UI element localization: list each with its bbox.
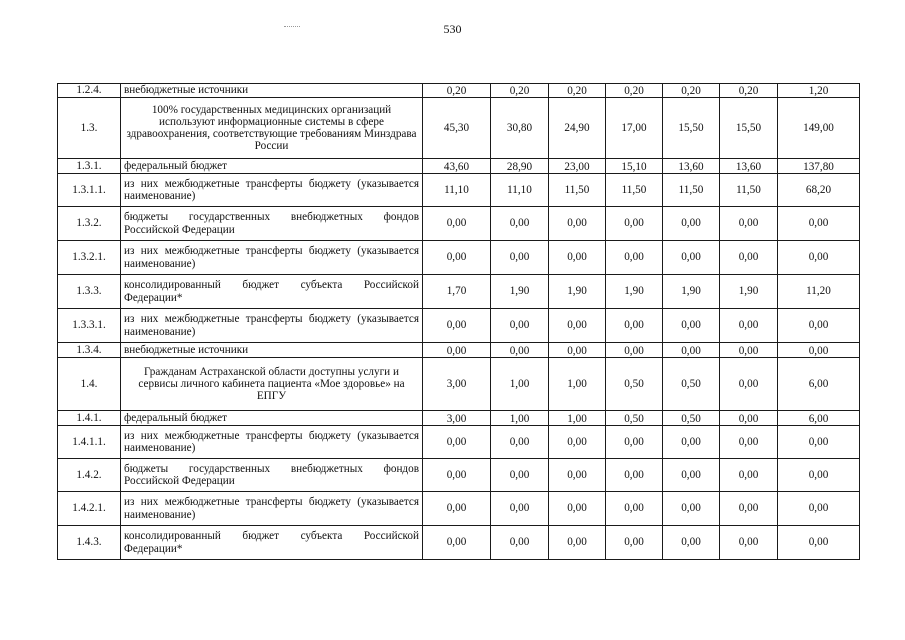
row-value: 0,50 <box>606 358 663 411</box>
row-name: из них межбюджетные трансферты бюджету (указывается наименование) <box>121 241 423 275</box>
row-value: 0,00 <box>606 492 663 526</box>
table-row <box>58 174 860 207</box>
row-value: 11,50 <box>720 174 778 207</box>
row-value: 0,00 <box>549 207 606 241</box>
table-row <box>58 98 860 159</box>
row-value: 0,00 <box>423 426 491 459</box>
table-row <box>58 426 860 459</box>
row-value: 0,00 <box>491 459 549 492</box>
row-name: федеральный бюджет <box>121 159 423 174</box>
row-value: 1,90 <box>606 275 663 309</box>
row-value: 0,00 <box>663 426 720 459</box>
row-value: 0,20 <box>423 84 491 98</box>
row-value: 13,60 <box>720 159 778 174</box>
row-value: 0,00 <box>720 411 778 426</box>
row-value: 0,00 <box>663 526 720 560</box>
row-value: 0,00 <box>423 241 491 275</box>
row-value: 15,50 <box>663 98 720 159</box>
row-value: 0,00 <box>491 343 549 358</box>
row-value: 0,00 <box>663 207 720 241</box>
row-value: 1,90 <box>549 275 606 309</box>
row-total: 0,00 <box>778 343 860 358</box>
row-value: 0,00 <box>491 426 549 459</box>
row-value: 0,00 <box>606 343 663 358</box>
row-value: 1,90 <box>663 275 720 309</box>
row-value: 0,00 <box>720 492 778 526</box>
row-value: 1,90 <box>491 275 549 309</box>
row-value: 0,00 <box>423 207 491 241</box>
row-name: бюджеты государственных внебюджетных фондов Российской Федерации <box>121 459 423 492</box>
table-row <box>58 241 860 275</box>
row-total: 6,00 <box>778 411 860 426</box>
row-value: 1,70 <box>423 275 491 309</box>
row-name: консолидированный бюджет субъекта Российской Федерации* <box>121 526 423 560</box>
row-code: 1.2.4. <box>58 84 121 98</box>
row-value: 0,00 <box>491 309 549 343</box>
table-row <box>58 309 860 343</box>
row-value: 0,00 <box>606 241 663 275</box>
row-code: 1.3. <box>58 98 121 159</box>
row-value: 11,50 <box>663 174 720 207</box>
row-value: 30,80 <box>491 98 549 159</box>
row-code: 1.3.1.1. <box>58 174 121 207</box>
table-row <box>58 459 860 492</box>
row-code: 1.3.3.1. <box>58 309 121 343</box>
table-row <box>58 84 860 98</box>
table-row <box>58 526 860 560</box>
row-name: внебюджетные источники <box>121 343 423 358</box>
row-name: из них межбюджетные трансферты бюджету (указывается наименование) <box>121 174 423 207</box>
row-code: 1.3.2. <box>58 207 121 241</box>
budget-table-body <box>58 84 860 560</box>
row-code: 1.4.2. <box>58 459 121 492</box>
row-name: внебюджетные источники <box>121 84 423 98</box>
row-value: 0,00 <box>720 526 778 560</box>
row-total: 0,00 <box>778 492 860 526</box>
row-total: 0,00 <box>778 426 860 459</box>
row-total: 11,20 <box>778 275 860 309</box>
row-code: 1.4.3. <box>58 526 121 560</box>
row-value: 0,50 <box>606 411 663 426</box>
row-name: Гражданам Астраханской области доступны услуги и сервисы личного кабинета пациента «Мое здоровье» на ЕПГУ <box>121 358 423 411</box>
row-value: 0,20 <box>606 84 663 98</box>
row-value: 0,00 <box>423 492 491 526</box>
row-value: 1,00 <box>549 358 606 411</box>
row-name: консолидированный бюджет субъекта Российской Федерации* <box>121 275 423 309</box>
row-code: 1.4.1. <box>58 411 121 426</box>
row-value: 0,20 <box>663 84 720 98</box>
row-total: 0,00 <box>778 207 860 241</box>
row-value: 0,00 <box>491 207 549 241</box>
row-value: 0,00 <box>606 426 663 459</box>
row-value: 0,00 <box>720 459 778 492</box>
row-value: 24,90 <box>549 98 606 159</box>
row-value: 45,30 <box>423 98 491 159</box>
row-value: 17,00 <box>606 98 663 159</box>
row-value: 0,00 <box>549 492 606 526</box>
row-value: 15,50 <box>720 98 778 159</box>
row-value: 0,20 <box>549 84 606 98</box>
scan-artifact <box>284 26 300 30</box>
row-value: 0,20 <box>491 84 549 98</box>
table-row <box>58 492 860 526</box>
row-value: 1,90 <box>720 275 778 309</box>
row-total: 137,80 <box>778 159 860 174</box>
row-name: из них межбюджетные трансферты бюджету (указывается наименование) <box>121 492 423 526</box>
row-value: 0,00 <box>423 459 491 492</box>
row-total: 0,00 <box>778 526 860 560</box>
row-value: 0,00 <box>423 343 491 358</box>
table-row <box>58 207 860 241</box>
budget-table <box>57 83 860 560</box>
row-value: 0,00 <box>720 358 778 411</box>
row-value: 0,00 <box>720 309 778 343</box>
row-value: 1,00 <box>491 358 549 411</box>
table-row <box>58 358 860 411</box>
row-value: 0,50 <box>663 411 720 426</box>
row-name: из них межбюджетные трансферты бюджету (указывается наименование) <box>121 309 423 343</box>
row-value: 3,00 <box>423 358 491 411</box>
row-total: 1,20 <box>778 84 860 98</box>
row-value: 0,00 <box>663 241 720 275</box>
row-value: 0,00 <box>606 207 663 241</box>
row-code: 1.3.3. <box>58 275 121 309</box>
row-name: из них межбюджетные трансферты бюджету (указывается наименование) <box>121 426 423 459</box>
row-name: 100% государственных медицинских организаций используют информационные системы в сфере здравоохранения, соответствующие требованиям Минздрава России <box>121 98 423 159</box>
row-value: 0,00 <box>720 343 778 358</box>
row-value: 0,00 <box>549 241 606 275</box>
row-value: 11,50 <box>606 174 663 207</box>
row-value: 0,00 <box>663 309 720 343</box>
row-total: 6,00 <box>778 358 860 411</box>
row-value: 1,00 <box>491 411 549 426</box>
row-code: 1.3.2.1. <box>58 241 121 275</box>
row-value: 0,00 <box>549 343 606 358</box>
row-value: 28,90 <box>491 159 549 174</box>
row-value: 0,00 <box>663 343 720 358</box>
row-value: 0,00 <box>549 459 606 492</box>
row-value: 1,00 <box>549 411 606 426</box>
row-value: 0,00 <box>549 426 606 459</box>
row-value: 0,00 <box>606 526 663 560</box>
table-row <box>58 159 860 174</box>
row-value: 11,50 <box>549 174 606 207</box>
row-total: 0,00 <box>778 241 860 275</box>
row-name: федеральный бюджет <box>121 411 423 426</box>
row-value: 0,00 <box>663 459 720 492</box>
row-value: 0,50 <box>663 358 720 411</box>
row-value: 11,10 <box>491 174 549 207</box>
row-value: 43,60 <box>423 159 491 174</box>
row-code: 1.4.1.1. <box>58 426 121 459</box>
row-value: 0,00 <box>606 459 663 492</box>
row-value: 3,00 <box>423 411 491 426</box>
row-value: 0,00 <box>549 309 606 343</box>
row-value: 0,00 <box>491 241 549 275</box>
row-code: 1.4. <box>58 358 121 411</box>
table-row <box>58 411 860 426</box>
row-value: 0,00 <box>549 526 606 560</box>
row-value: 0,00 <box>720 207 778 241</box>
row-value: 0,20 <box>720 84 778 98</box>
row-value: 0,00 <box>663 492 720 526</box>
row-value: 0,00 <box>491 526 549 560</box>
row-total: 68,20 <box>778 174 860 207</box>
row-value: 11,10 <box>423 174 491 207</box>
row-value: 0,00 <box>720 241 778 275</box>
row-code: 1.3.1. <box>58 159 121 174</box>
row-value: 0,00 <box>606 309 663 343</box>
row-value: 0,00 <box>423 309 491 343</box>
row-value: 23,00 <box>549 159 606 174</box>
row-code: 1.3.4. <box>58 343 121 358</box>
table-row <box>58 275 860 309</box>
row-total: 149,00 <box>778 98 860 159</box>
page-number: 530 <box>443 22 462 36</box>
row-total: 0,00 <box>778 459 860 492</box>
table-row <box>58 343 860 358</box>
row-code: 1.4.2.1. <box>58 492 121 526</box>
row-value: 0,00 <box>720 426 778 459</box>
row-value: 0,00 <box>423 526 491 560</box>
row-value: 0,00 <box>491 492 549 526</box>
row-value: 15,10 <box>606 159 663 174</box>
row-value: 13,60 <box>663 159 720 174</box>
row-name: бюджеты государственных внебюджетных фондов Российской Федерации <box>121 207 423 241</box>
row-total: 0,00 <box>778 309 860 343</box>
